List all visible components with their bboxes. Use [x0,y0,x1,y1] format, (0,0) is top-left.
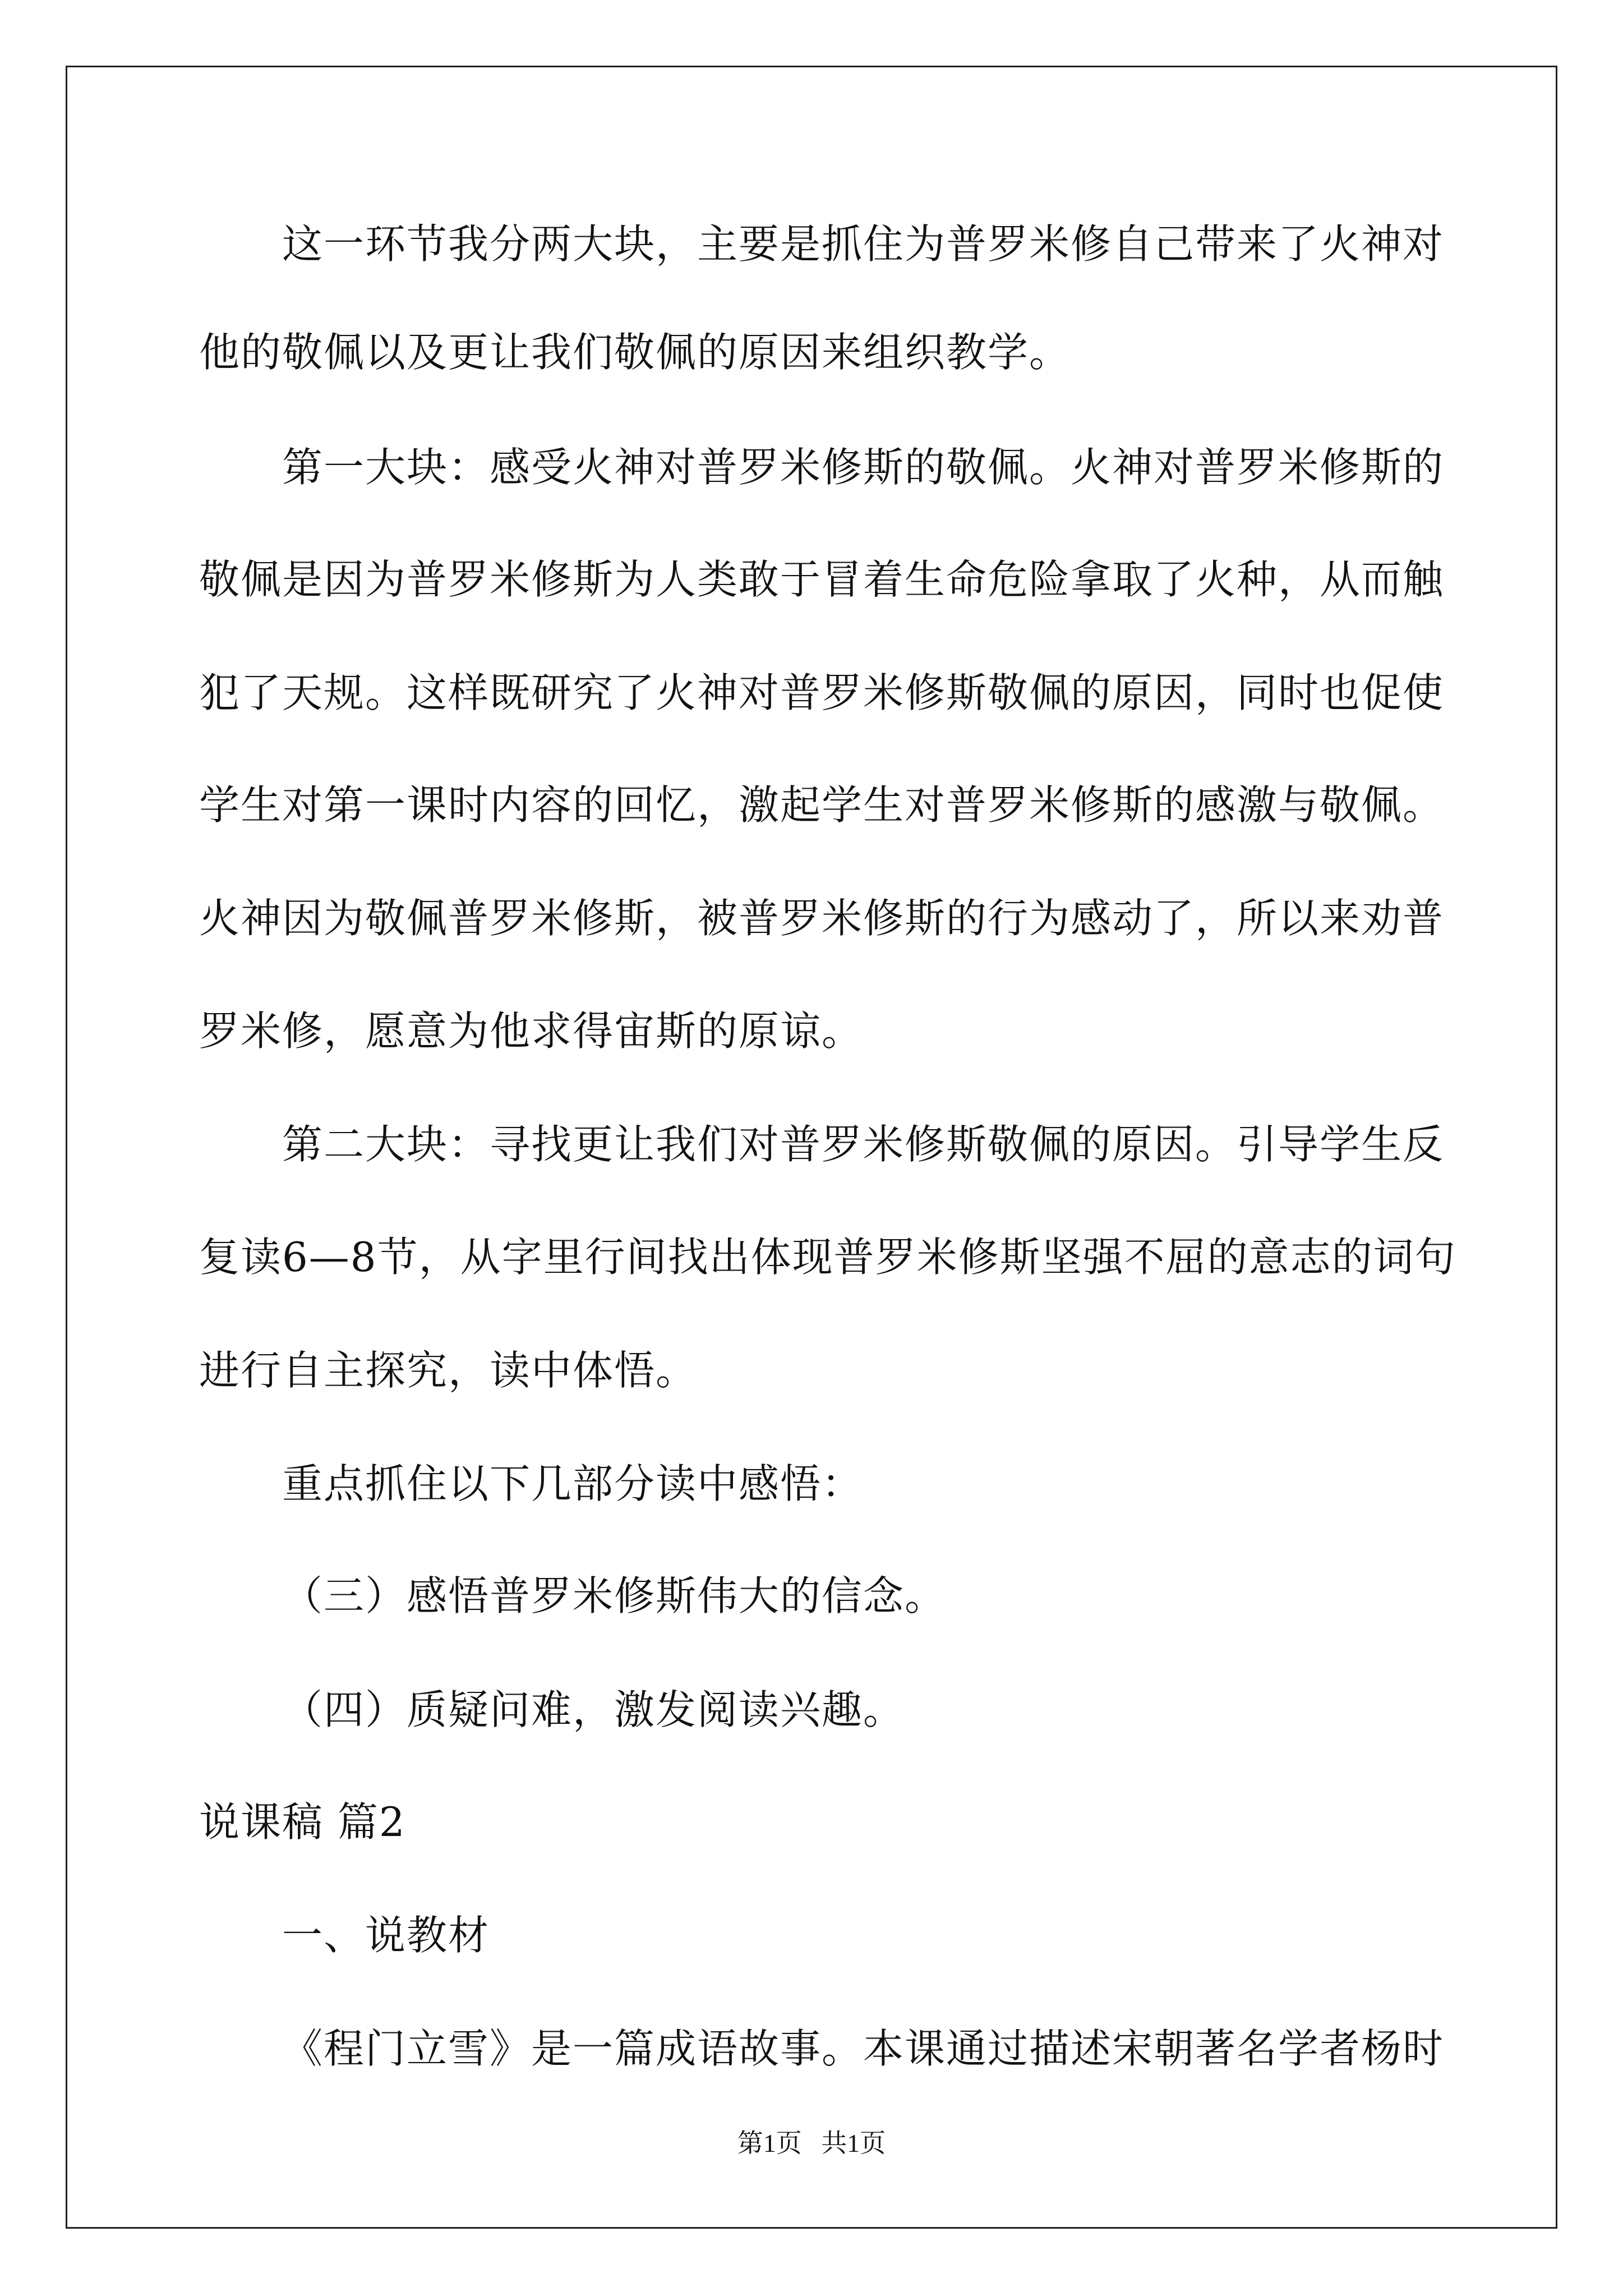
paragraph-line-3: 第一大块：感受火神对普罗米修斯的敬佩。火神对普罗米修斯的 [282,444,1445,491]
paragraph-line-14: （四）质疑问难，激发阅读兴趣。 [282,1686,905,1733]
subsection-heading: 一、说教材 [282,1912,490,1959]
paragraph-line-11: 进行自主探究，读中体悟。 [199,1347,698,1394]
section-heading: 说课稿 篇2 [199,1798,406,1846]
paragraph-line-9: 第二大块：寻找更让我们对普罗米修斯敬佩的原因。引导学生反 [282,1121,1445,1168]
paragraph-line-4: 敬佩是因为普罗米修斯为人类敢于冒着生命危险拿取了火种，从而触 [199,556,1445,603]
paragraph-line-7: 火神因为敬佩普罗米修斯，被普罗米修斯的行为感动了，所以来劝普 [199,895,1445,942]
paragraph-line-8: 罗米修，愿意为他求得宙斯的原谅。 [199,1007,864,1055]
paragraph-line-1: 这一环节我分两大块，主要是抓住为普罗米修自己带来了火神对 [282,220,1445,268]
paragraph-line-10: 复读6—8节，从字里行间找出体现普罗米修斯坚强不屈的意志的词句 [199,1234,1456,1281]
paragraph-line-2: 他的敬佩以及更让我们敬佩的原因来组织教学。 [199,329,1071,376]
page-footer: 第1页 共1页 [737,2129,886,2157]
paragraph-line-13: （三）感悟普罗米修斯伟大的信念。 [282,1572,947,1619]
paragraph-line-12: 重点抓住以下几部分读中感悟： [282,1460,864,1507]
paragraph-line-17: 《程门立雪》是一篇成语故事。本课通过描述宋朝著名学者杨时 [282,2025,1445,2072]
paragraph-line-6: 学生对第一课时内容的回忆，激起学生对普罗米修斯的感激与敬佩。 [199,781,1445,829]
paragraph-line-5: 犯了天规。这样既研究了火神对普罗米修斯敬佩的原因，同时也促使 [199,669,1445,716]
